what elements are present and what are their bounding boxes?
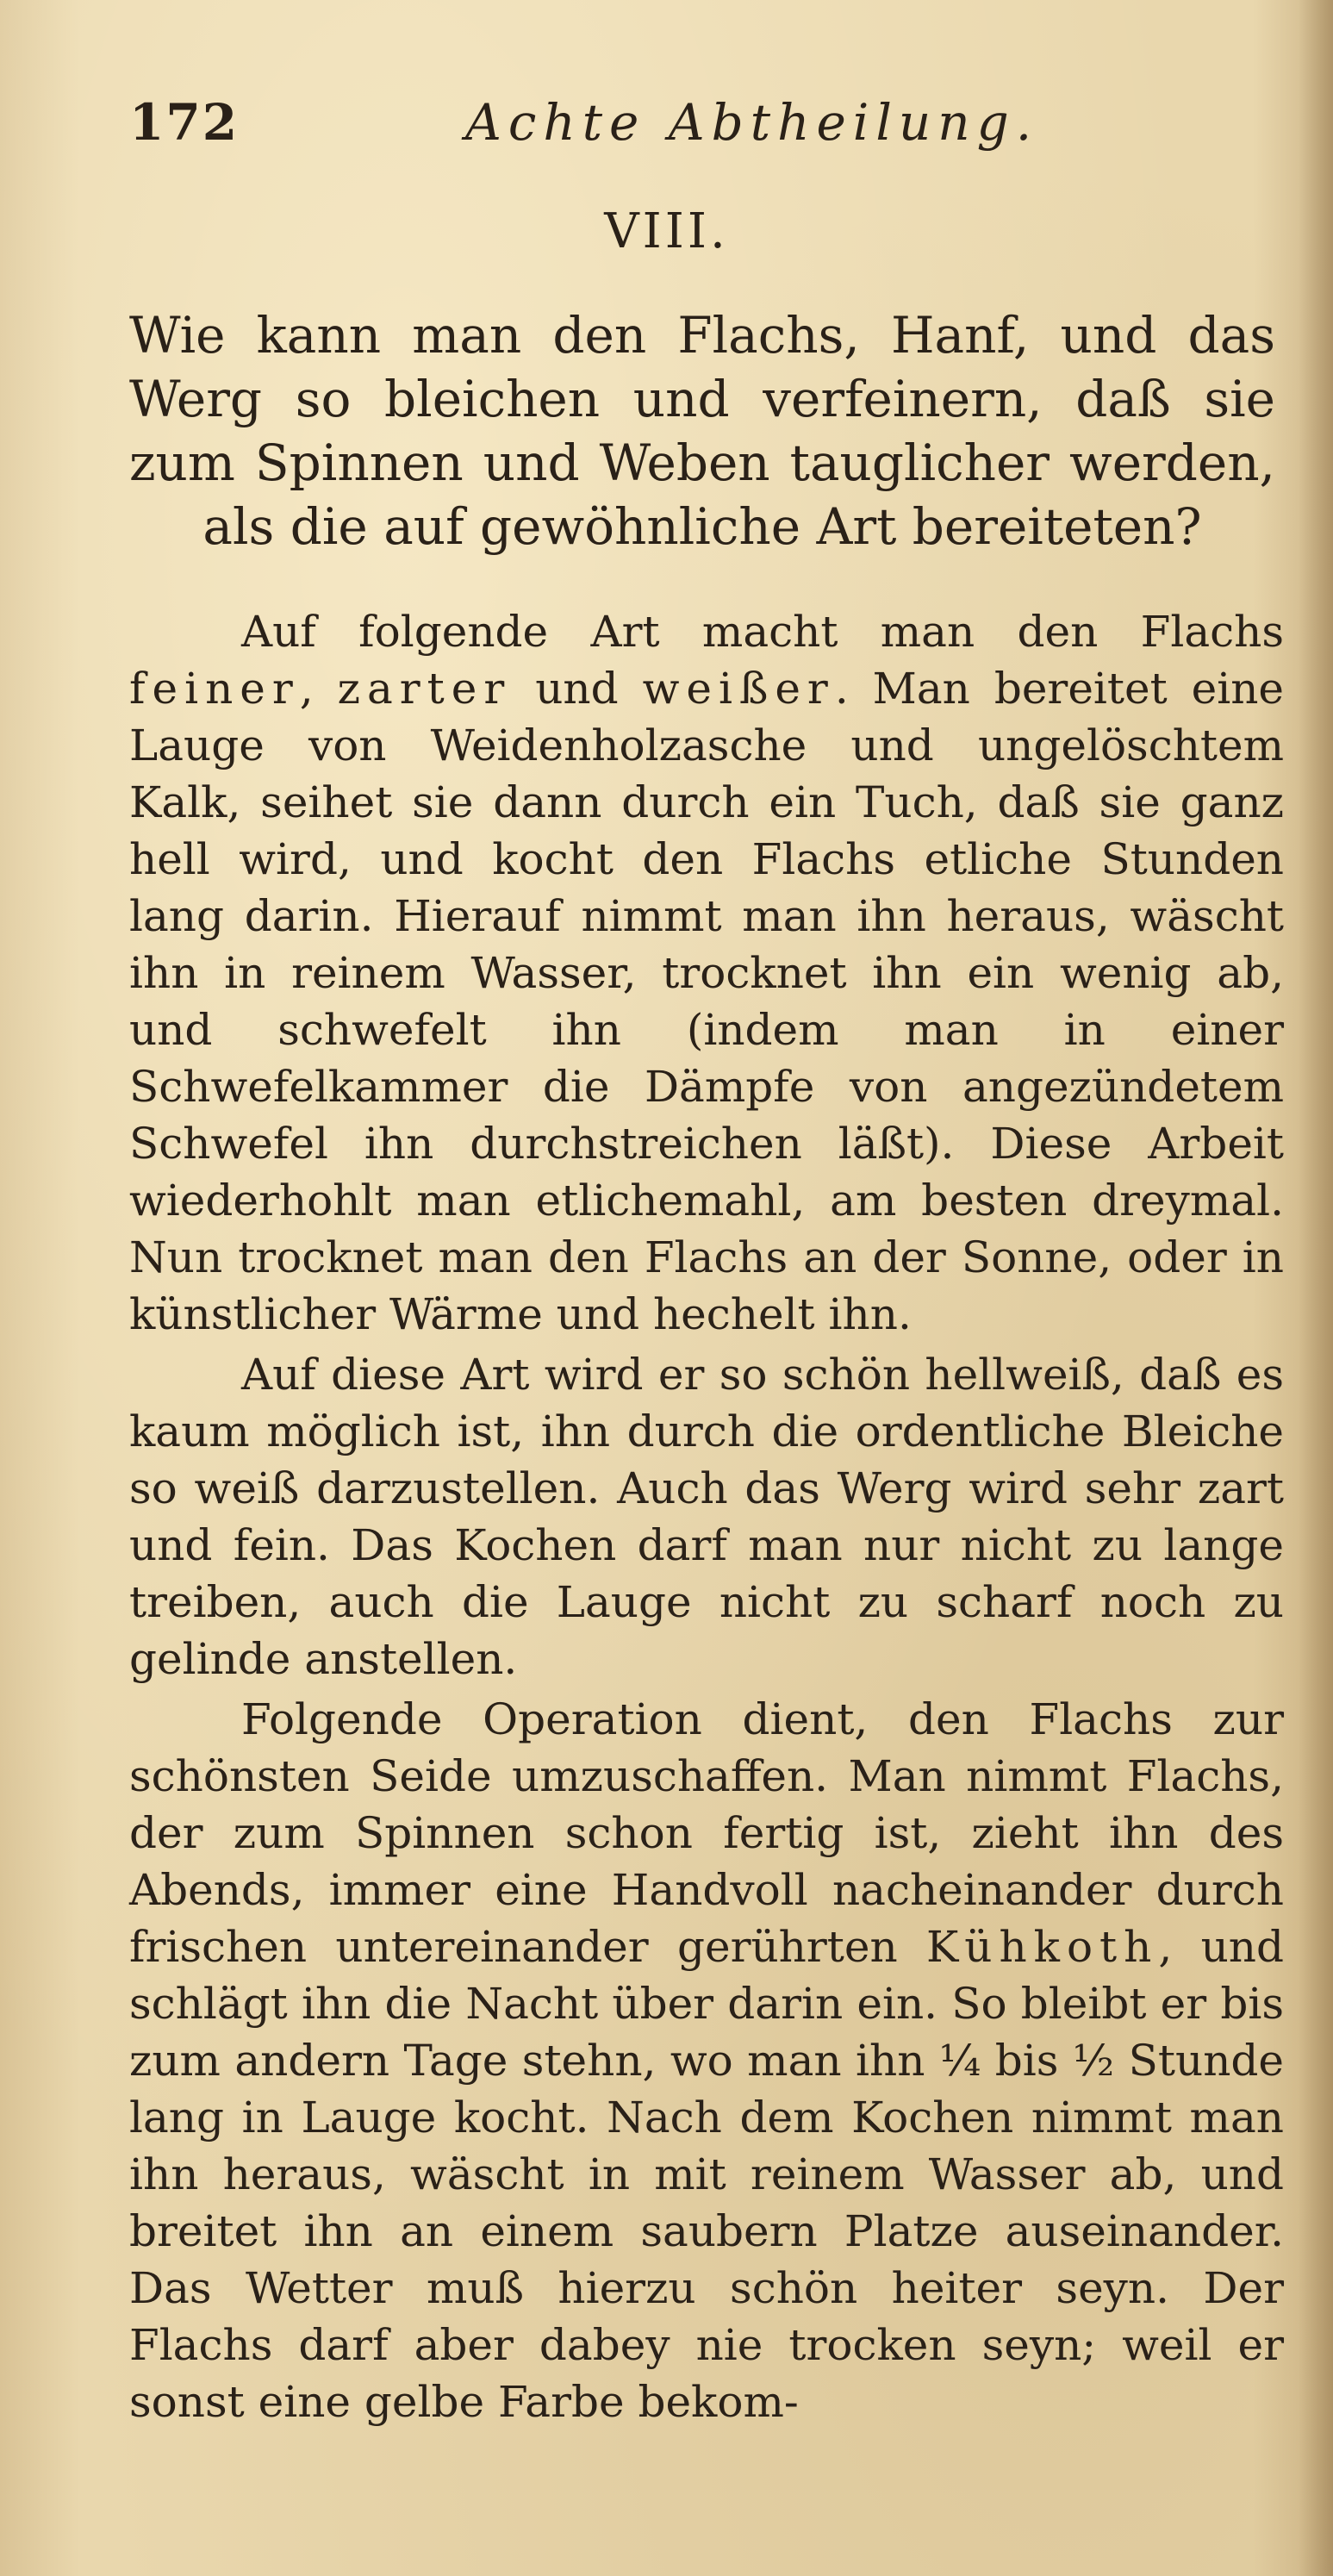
body-text [129,603,1284,2434]
paragraph-1-part: , [299,664,338,714]
paragraph-1-part: . Man bereitet eine Lauge von Weidenholzasche und ungelöschtem Kalk, seihet sie dann durch ein Tuch, daß sie ganz hell wird, und kocht den Flachs etliche Stunden lang darin. Hierauf nimmt man ihn heraus, wäscht ihn in reinem Wasser, trocknet ihn ein wenig ab, und schwefelt ihn (indem man in einer Schwefelkammer die Dämpfe von angezündetem Schwefel ihn durchstreichen läßt). Diese Arbeit wiederhohlt man etlichemahl, am besten dreymal. Nun trocknet man den Flachs an der Sonne, oder in künstlicher Wärme und hechelt ihn. [129,664,1284,1339]
emphasis-zarter: zarter [337,664,512,714]
emphasis-kuehkoth: Kühkoth [926,1922,1159,1972]
paragraph-1-part: Auf folgende Art macht man den Flachs [241,607,1284,657]
section-heading: Wie kann man den Flachs, Hanf, und das Werg so bleichen und verfeinern, daß sie zum Spinnen und Weben tauglicher werden, als die auf gewöhnliche Art bereiteten? [129,306,1275,556]
running-title: Achte Abtheilung. [465,93,1039,152]
paragraph-3 [129,1691,1284,2430]
emphasis-weisser: weißer [642,664,835,714]
running-head [129,93,1215,162]
section-number: VIII. [604,203,729,259]
paragraph-2: Auf diese Art wird er so schön hellweiß, daß es kaum möglich ist, ihn durch die ordentliche Bleiche so weiß darzustellen. Auch das Werg wird sehr zart und fein. Das Kochen darf man nur nicht zu lange treiben, auch die Lauge nicht zu scharf noch zu gelinde anstellen. [129,1350,1284,1684]
emphasis-feiner: feiner [129,664,300,714]
paragraph-1 [129,603,1284,1343]
page-number: 172 [129,93,240,152]
paragraph-1-part: und [511,664,643,714]
paragraph-3-part: Folgende Operation dient, den Flachs zur schönsten Seide umzuschaffen. Man nimmt Flachs, der zum Spinnen schon fertig ist, zieht ihn des Abends, immer eine Handvoll nacheinander durch frischen untereinander gerührten [129,1694,1284,1972]
page-edge-shadow [1299,0,1333,2576]
paragraph-3-part: , und schlägt ihn die Nacht über darin ein. So bleibt er bis zum andern Tage stehn, wo man ihn ¼ bis ½ Stunde lang in Lauge kocht. Nach dem Kochen nimmt man ihn heraus, wäscht in mit reinem Wasser ab, und breitet ihn an einem saubern Platze auseinander. Das Wetter muß hierzu schön heiter seyn. Der Flachs darf aber dabey nie trocken seyn; weil er sonst eine gelbe Farbe bekom- [129,1922,1284,2427]
